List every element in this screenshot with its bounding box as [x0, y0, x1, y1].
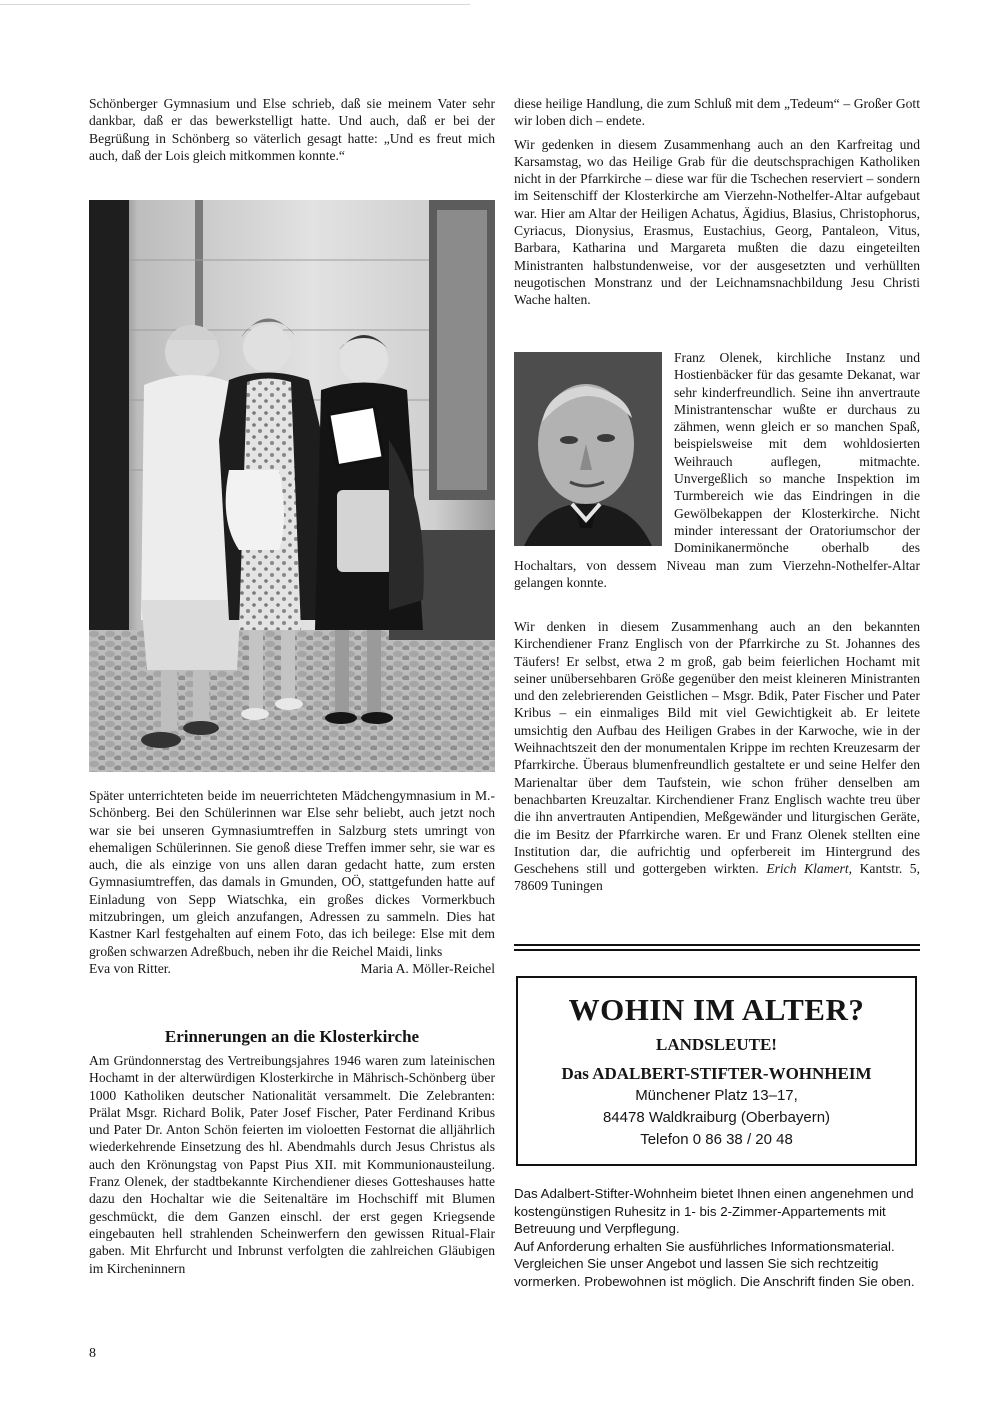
separator-rule-top	[514, 944, 920, 946]
englisch-text: Wir denken in diesem Zusammenhang auch an den bekannten Kirchendiener Franz Englisch von der Pfarrkirche zu St. Johannes des Täufers! Er selbst, etwa 2 m groß, gab beim feierlichen Hochamt mit seiner unübersehbaren Größe gegenüber den meist kleineren Ministranten und den zelebrierenden Geistlichen – Msgr. Bdik, Pater Fischer und Pater Kribus – ein einmaliges Bild mit viel Gewichtigkeit ab. Er leitete umsichtig den Aufbau des Heiligen Grabes in der Karwoche, wie in der Weihnachtszeit den der monumentalen Krippe im rechten Kreuzesarm der Pfarrkirche. Überaus blumenfreundlich gestaltete er und seine Helfer den Marienaltar über dem Taufstein, wie schon früher denselben am benachbarten Kreuzaltar. Kirchendiener Franz Englisch wachte treu über die ihn anvertrauten Antipendien, Meßgewänder und liturgischen Geräte, die im Besitz der Pfarrkirche waren. Er und Franz Olenek stellten eine Institution dar, die aufrichtig und opferbereit im Hintergrund des Geschehens still und gottergeben wirkten.	[514, 619, 920, 877]
advertisement-box	[516, 976, 917, 1166]
ad-title: WOHIN IM ALTER?	[568, 992, 865, 1027]
englisch-paragraph	[514, 618, 920, 895]
left-column-reminiscence	[89, 787, 495, 977]
left-column-article	[89, 1052, 495, 1277]
author-address: Kantstr. 5, 78609 Tuningen	[514, 861, 921, 894]
signature-line	[89, 960, 495, 977]
right-column-englisch	[514, 618, 920, 895]
article-paragraph-3: Wir gedenken in diesem Zusammenhang auch an den Karfreitag und Karsamstag, wo das Heilige Grab für die deutschsprachigen Katholiken nicht in der Pfarrkirche – diese war für die Tschechen reserviert – sondern im Seitenschiff der Klosterkirche am Vierzehn-Nothelfer-Altar aufgebaut war. Hier am Altar der Heiligen Achatus, Ägidius, Blasius, Christophorus, Cyriacus, Dionysius, Erasmus, Eustachius, Georg, Pantaleon, Vitus, Barbara, Katharina und Margareta mußten die dazu eingeteilten Ministranten halbstundenweise, vor der ausgesetzten und verhüllten neugotischen Monstranz und der Leichnamsnachbildung Jesu Christi Wache halten.	[514, 136, 920, 308]
left-column-intro	[89, 95, 495, 164]
reminiscence-paragraph: Später unterrichteten beide im neuerrichteten Mädchengymnasium in M.-Schönberg. Bei den Schülerinnen war Else sehr beliebt, auch jetzt noch war sie bei unseren Gymnasiumtreffen in Salzburg stets umringt von ehemaligen Schülerinnen. Sie genoß diese Treffen immer sehr, sie war es auch, die als einzige von uns allen daran gedacht hatte, zum ersten Gymnasiumtreffen, das damals in Gmunden, OÖ, stattgefunden hatte auf Einladung von Sepp Wiatschka, ein großes dickes Vormerkbuch mitzubringen, um gleich anzufangen, Adressen zu sammeln. Dies hat Kastner Karl festgehalten auf einem Foto, das ich beilege: Else mit dem großen schwarzen Adreßbuch, neben ihr die Reichel Maidi, links	[89, 788, 495, 959]
article-paragraph-2: diese heilige Handlung, die zum Schluß mit dem „Tedeum“ – Großer Gott wir loben dich – endete.	[514, 96, 920, 129]
ad-name: Das ADALBERT-STIFTER-WOHNHEIM	[561, 1064, 872, 1083]
olenek-caption-block	[514, 349, 920, 591]
olenek-text: Franz Olenek, kirchliche Instanz und Hostienbäcker für das gesamte Dekanat, war sehr kinderfreundlich. Seine ihn anvertraute Ministrantenschar wußte er durchaus zu zähmen, wenn gleich er so manchen Spaß, beispielsweise mit dem wohldosierten Weihrauch auflegen, mitmachte. Unvergeßlich so manche Inspektion im Turmbereich wie das Eindringen in die Gewölbekappen der Klosterkirche. Nicht minder interessant der Oratoriumschor der Dominikanermönche oberhalb des Hochaltars, von dessem Niveau man zum Vierzehn-Nothelfer-Altar gelangen konnte.	[514, 350, 920, 590]
intro-paragraph: Schönberger Gymnasium und Else schrieb, daß sie meinem Vater sehr dankbar, daß er das bewerkstelligt hatte. Und auch, daß er bei der Begrüßung in Schönberg so väterlich gesagt hatte: „Und es freut mich auch, daß der Lois gleich mitkommen konnte.“	[89, 96, 495, 163]
ad-street: Münchener Platz 13–17,	[635, 1087, 798, 1104]
author-signature: Maria A. Möller-Reichel	[360, 960, 495, 976]
separator-rule-bottom	[514, 949, 920, 951]
portrait-spacer	[514, 349, 674, 544]
ad-description-2: Auf Anforderung erhalten Sie ausführliches Informationsmaterial. Vergleichen Sie unser Angebot und lassen Sie sich rechtzeitig vormerken. Probewohnen ist möglich. Die Anschrift finden Sie oben.	[514, 1238, 915, 1289]
page-number: 8	[89, 1346, 96, 1361]
article-paragraph-1: Am Gründonnerstag des Vertreibungsjahres 1946 waren zum lateinischen Hochamt in der alterwürdigen Klosterkirche in Mährisch-Schönberg über 1000 Katholiken deutscher Nationalität versammelt. Die Zelebranten: Prälat Msgr. Richard Bolik, Pater Josef Fischer, Pater Ferdinand Kribus und Pater Dr. Anton Schön feierten im violoetten Festornat die alljährlich wiederkehrende Einsetzung des hl. Abendmahls durch Jesus Christus als auch den Krönungstag von Papst Pius XII. mit Kommunionausteilung. Franz Olenek, der stadtbekannte Kirchendiener dieses Gotteshauses hatte dazu den Hochaltar wie die Seitenaltäre im Hochschiff mit Blumen geschmückt, die dem Ganzen einschl. der erst gegen Kriegsende eingebauten hell strahlenden Scheinwerfern den gewissen Ritual-Flair gaben. Mit Ehrfurcht und Inbrunst verfolgten die zahlreichen Gläubigen im Kircheninnern	[89, 1053, 495, 1276]
ad-phone: Telefon 0 86 38 / 20 48	[640, 1131, 793, 1148]
ad-description	[514, 1185, 920, 1290]
last-line: Eva von Ritter.	[89, 960, 171, 976]
right-column-continuation	[514, 95, 920, 309]
ad-description-1: Das Adalbert-Stifter-Wohnheim bietet Ihnen einen angenehmen und kostengünstigen Ruhesitz in 1- bis 2-Zimmer-Appartements mit Betreuung und Verpflegung.	[514, 1186, 914, 1236]
author-name: Erich Klamert,	[766, 861, 853, 877]
ad-city: 84478 Waldkraiburg (Oberbayern)	[602, 1109, 831, 1126]
top-rule	[0, 4, 470, 5]
ad-subtitle: LANDSLEUTE!	[656, 1035, 777, 1054]
group-photo	[89, 200, 495, 772]
article-heading: Erinnerungen an die Klosterkirche	[164, 1027, 420, 1046]
